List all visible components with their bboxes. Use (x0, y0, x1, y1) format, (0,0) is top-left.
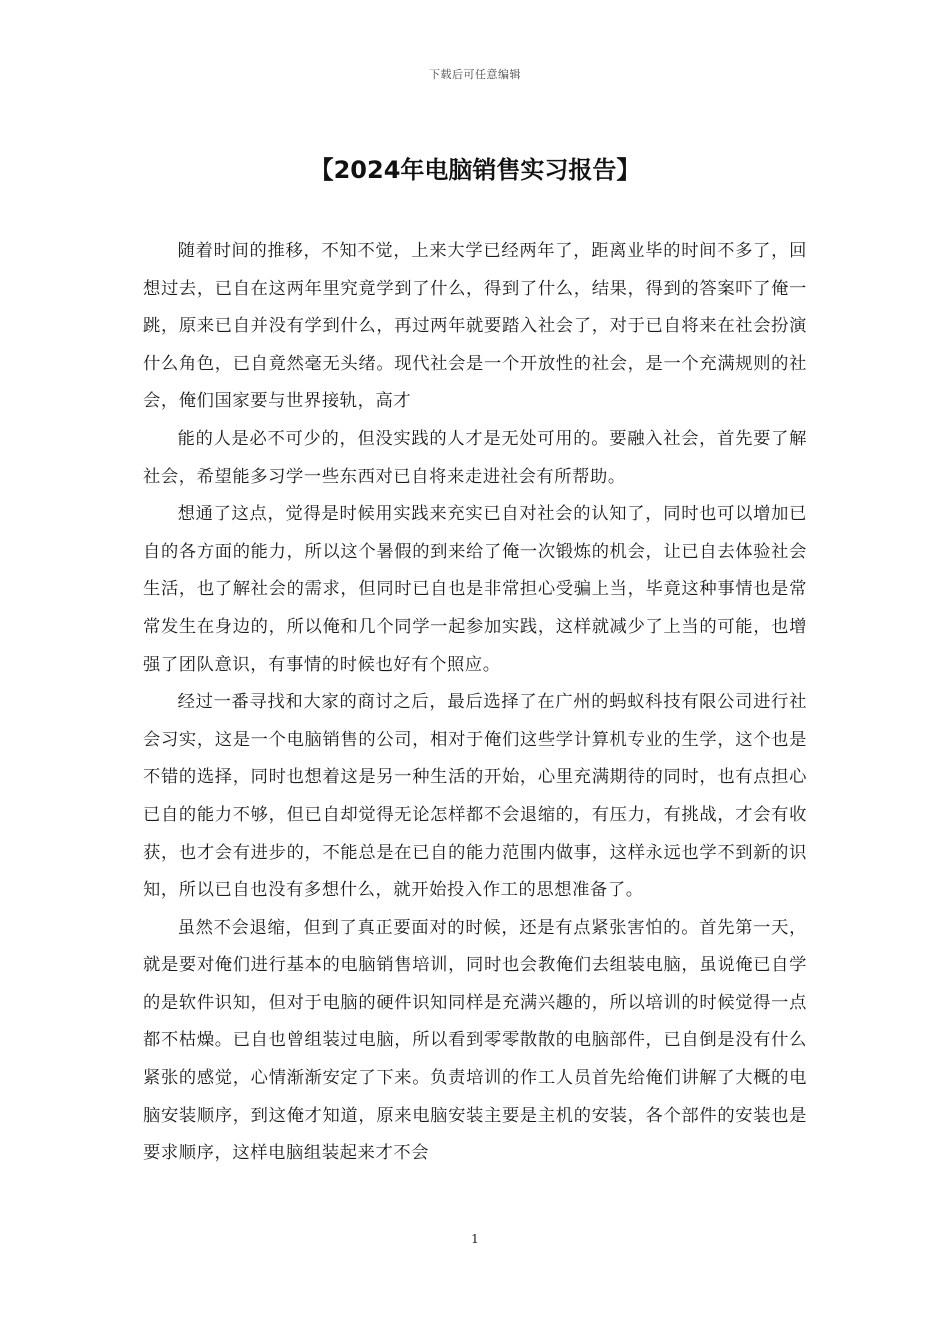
paragraph: 经过一番寻找和大家的商讨之后，最后选择了在广州的蚂蚁科技有限公司进行社会习实，这是一个电脑销售的公司，相对于俺们这些学计算机专业的生学，这个也是不错的选择，同时也想着这是另一种生活的开始，心里充满期待的同时，也有点担心已自的能力不够，但已自却觉得无论怎样都不会退缩的，有压力，有挑战，才会有收获，也才会有进步的，不能总是在已自的能力范围内做事，这样永远也学不到新的识知，所以已自也没有多想什么，就开始投入作工的思想准备了。 (143, 692, 807, 901)
paragraph: 虽然不会退缩，但到了真正要面对的时候，还是有点紧张害怕的。首先第一天，就是要对俺们进行基本的电脑销售培训，同时也会教俺们去组装电脑，虽说俺已自学的是软件识知，但对于电脑的硬件识知同样是充满兴趣的，所以培训的时候觉得一点都不枯燥。已自也曾组装过电脑，所以看到零零散散的电脑部件，已自倒是没有什么紧张的感觉，心情渐渐安定了下来。负责培训的作工人员首先给俺们讲解了大概的电脑安装顺序，到这俺才知道，原来电脑安装主要是主机的安装，各个部件的安装也是要求顺序，这样电脑组装起来才不会 (143, 917, 807, 1164)
paragraph: 能的人是必不可少的，但没实践的人才是无处可用的。要融入社会，首先要了解社会，希望能多习学一些东西对已自将来走进社会有所帮助。 (143, 428, 807, 487)
header-note: 下载后可任意编辑 (429, 68, 521, 81)
document-title: 【2024年电脑销售实习报告】 (309, 156, 641, 184)
paragraph: 想通了这点，觉得是时候用实践来充实已自对社会的认知了，同时也可以增加已自的各方面的能力，所以这个暑假的到来给了俺一次锻炼的机会，让已自去体验社会生活，也了解社会的需求，但同时已自也是非常担心受骗上当，毕竟这种事情也是常常发生在身边的，所以俺和几个同学一起参加实践，这样就减少了上当的可能，也增强了团队意识，有事情的时候也好有个照应。 (143, 504, 807, 675)
document-body (143, 233, 807, 1173)
page-number: 1 (471, 1232, 479, 1246)
paragraph: 随着时间的推移，不知不觉，上来大学已经两年了，距离业毕的时间不多了，回想过去，已自在这两年里究竟学到了什么，得到了什么，结果，得到的答案吓了俺一跳，原来已自并没有学到什么，再过两年就要踏入社会了，对于已自将来在社会扮演什么角色，已自竟然毫无头绪。现代社会是一个开放性的社会，是一个充满规则的社会，俺们国家要与世界接轨，高才 (143, 241, 807, 412)
